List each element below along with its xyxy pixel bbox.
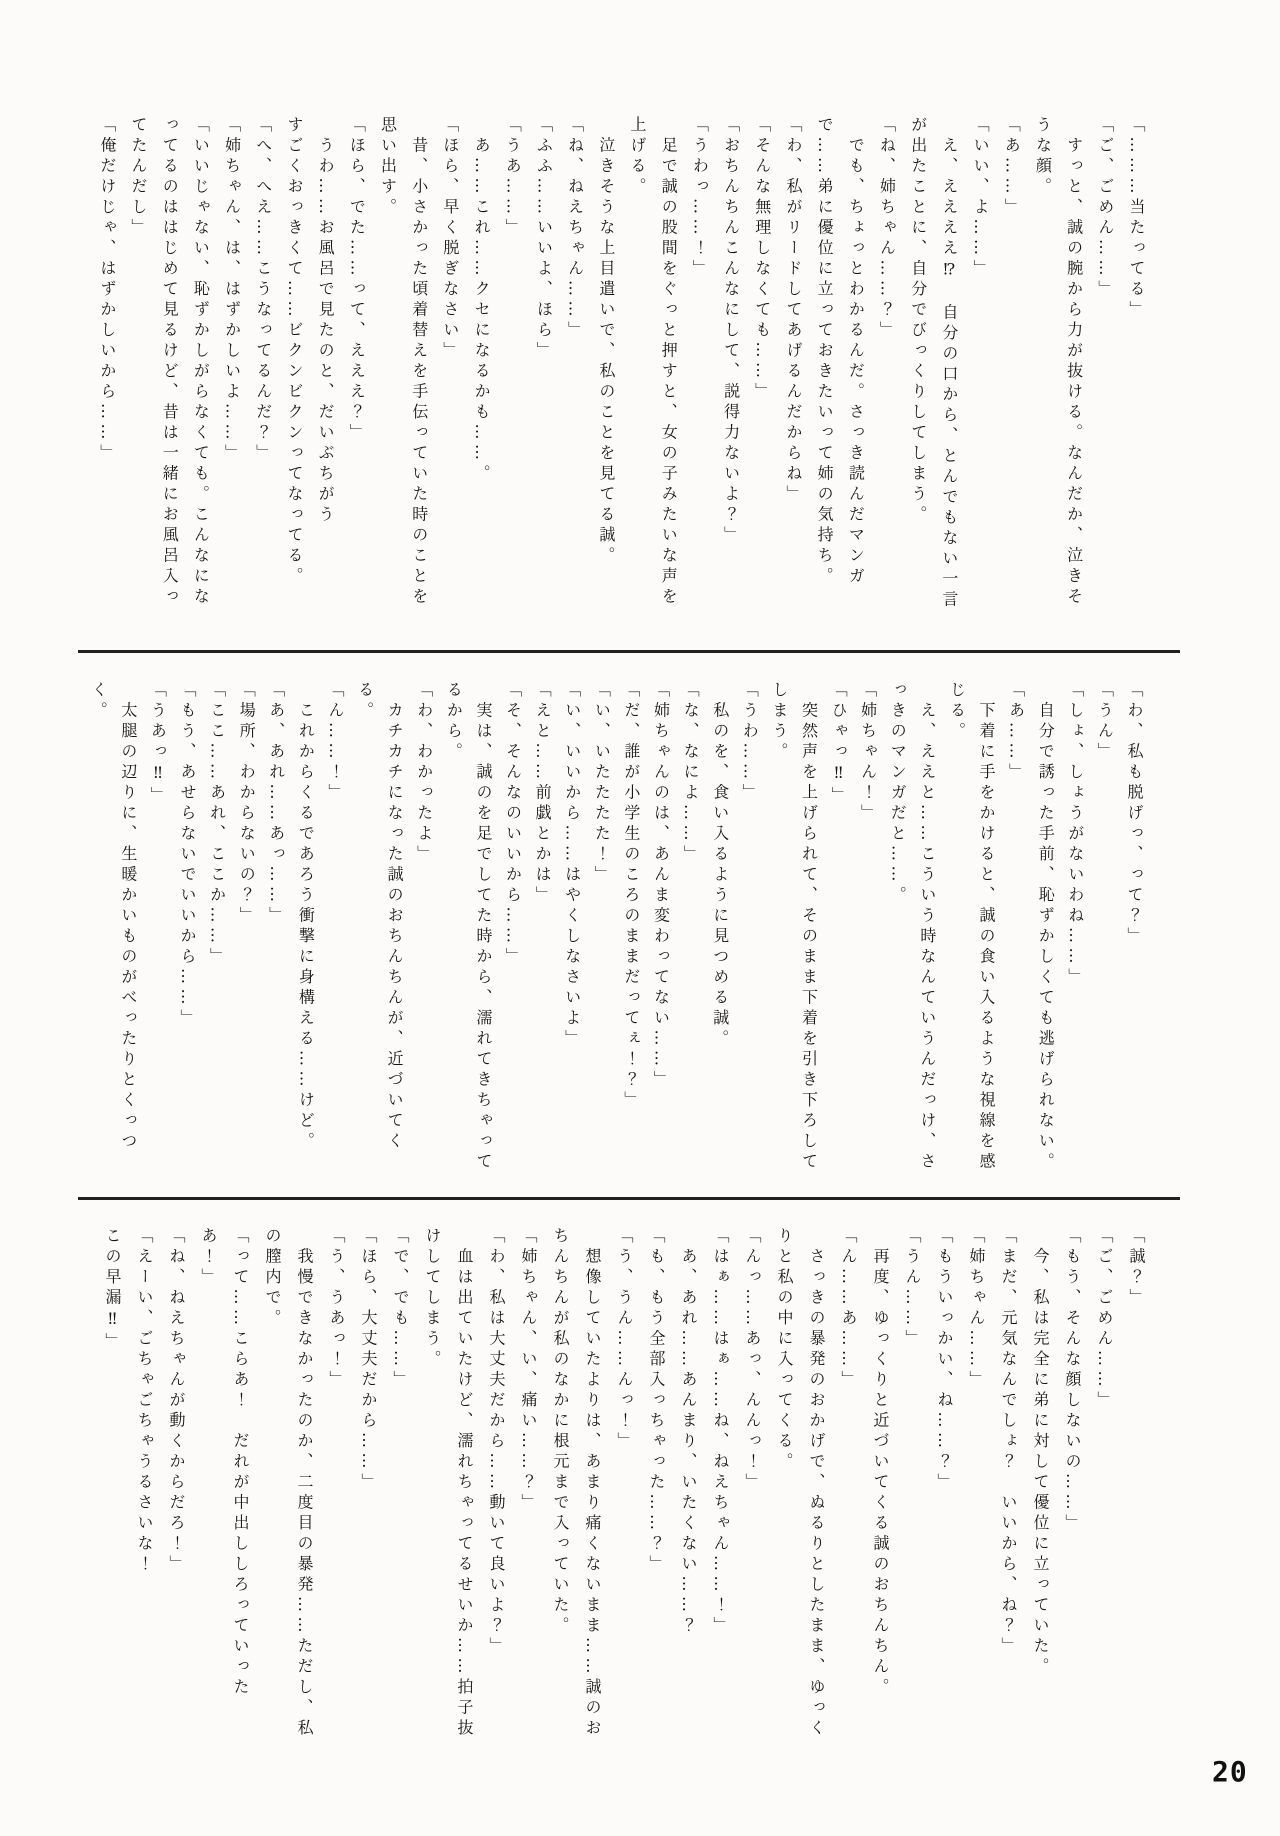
paragraph-line: 「姉ちゃん！」 (858, 681, 878, 825)
paragraph-line: 「い、いたたたた！」 (592, 681, 612, 886)
paragraph-line: 「も、もう全部入っちゃった……？」 (647, 1227, 666, 1576)
paragraph-line: 「ほら、大丈夫だから……」 (359, 1227, 378, 1494)
paragraph-line: 突然声を上げられて、そのまま下着を引き下ろしてしまう。 (769, 681, 819, 1173)
paragraph-line: 再度、ゆっくりと近づいてくる誠のおちんちん。 (871, 1227, 890, 1699)
paragraph-line: 「ひゃっ‼」 (829, 681, 849, 807)
paragraph-line: 「う、うあっ！」 (327, 1227, 346, 1391)
paragraph-line: 「ご、ごめん……」 (1095, 116, 1115, 301)
paragraph-line: 「姉ちゃん、い、痛い……？」 (519, 1227, 538, 1514)
paragraph-line: うわ……お風呂で見たのと、だいぶちがう (316, 116, 336, 526)
paragraph-line: 「ね、ねえちゃん……」 (565, 116, 585, 342)
paragraph-line: 「まだ、元気なんでしょ？ いいから、ね？」 (999, 1227, 1018, 1658)
paragraph-line: 「ご、ごめん……」 (1095, 1227, 1114, 1412)
paragraph-line: 「ふふ……いいよ、ほら」 (534, 116, 554, 362)
paragraph-line: あ……これ……クセになるかも……。 (472, 116, 492, 485)
text-section-top (92, 116, 1152, 622)
text-section-bottom (96, 1227, 1152, 1751)
paragraph-line: 「そ、そんなのいいから……」 (503, 681, 523, 968)
paragraph-line: 「いい、よ……」 (971, 116, 991, 280)
text-section-middle (84, 681, 1149, 1173)
paragraph-line: え、ええええ⁉ 自分の口から、とんでもない一言が出たことに、自分でびっくりしてしまう。 (908, 116, 959, 611)
paragraph-line: 「わ、私も脱げっ、って？」 (1125, 681, 1144, 948)
paragraph-line: 「うん……」 (903, 1227, 922, 1350)
paragraph-line: 自分で誘った手前、恥ずかしくても逃げられない。 (1036, 681, 1056, 1173)
paragraph-line: 今、私は完全に弟に対して優位に立っていた。 (1031, 1227, 1050, 1678)
paragraph-line: 「もう、あせらないでいいから……」 (178, 681, 197, 1030)
paragraph-line: でも、ちょっとわかるんだ。さっき読んだマンガで……弟に優位に立っておきたいって姉の気持ち。 (815, 116, 866, 588)
paragraph-line: 「ここ……あれ、ここか……」 (207, 681, 227, 968)
paragraph-line: 「わ、わかったよ」 (414, 681, 434, 866)
paragraph-line: 「うん」 (1095, 681, 1115, 763)
page-number: 20 (1212, 1755, 1248, 1788)
paragraph-line: 「はぁ……はぁ……ね、ねえちゃん……！」 (711, 1227, 730, 1637)
paragraph-line: すごくおっきくて……ビクンビクンってなってる。 (284, 116, 304, 588)
paragraph-line: この早漏‼」 (103, 1227, 122, 1353)
paragraph-line: 「うあ……」 (503, 116, 523, 239)
paragraph-line: 「ね、ねえちゃんが動くからだろ！」 (167, 1227, 186, 1576)
paragraph-line: さっきの暴発のおかげで、ぬるりとしたまま、ゆっくりと私の中に入ってくる。 (775, 1227, 826, 1740)
paragraph-line: カチカチになった誠のおちんちんが、近づいてくる。 (355, 681, 405, 1153)
paragraph-line: これからくるであろう衝撃に身構える……けど。 (296, 681, 316, 1153)
paragraph-line: あ、あれ……あんまり、いたくない……？ (679, 1227, 698, 1637)
paragraph-line: 我慢できなかったのか、二度目の暴発……ただし、私の膣内で。 (263, 1227, 314, 1740)
paragraph-line: 「わ、私は大丈夫だから……動いて良いよ？」 (487, 1227, 506, 1658)
paragraph-line: 実は、誠のを足でしてた時から、濡れてきちゃってるから。 (444, 681, 493, 1173)
paragraph-line: 「………当たってる」 (1127, 116, 1146, 321)
paragraph-line: 「もういっかい、ね……？」 (935, 1227, 954, 1494)
paragraph-line: 想像していたよりは、あまり痛くないまま……誠のおちんちんが私のなかに根元まで入っていた。 (551, 1227, 602, 1740)
paragraph-line: 「うあっ‼」 (148, 681, 168, 807)
paragraph-line: 「えと……前戯とかは」 (533, 681, 553, 907)
paragraph-line: 「そんな無理しなくても……」 (752, 116, 772, 403)
paragraph-line: 血は出ていたけど、濡れちゃってるせいか……拍子抜けしてしまう。 (423, 1227, 474, 1740)
paragraph-line: 「あ……」 (1006, 681, 1026, 784)
paragraph-line: 「姉ちゃん、は、はずかしいよ……」 (222, 116, 242, 465)
paragraph-line: 「あ……」 (1002, 116, 1022, 219)
paragraph-line: 「へ、へえ……こうなってるんだ？」 (253, 116, 273, 465)
paragraph-line: 「い、いいから……はやくしなさいよ」 (562, 681, 582, 1050)
paragraph-line: すっと、誠の腕から力が抜ける。なんだか、泣きそうな顔。 (1033, 116, 1084, 608)
paragraph-line: 「んっ……あっ、んんっ！」 (743, 1227, 762, 1494)
paragraph-line: 「俺だけじゃ、はずかしいから……」 (97, 116, 117, 465)
paragraph-line: 「うわ……」 (740, 681, 760, 804)
paragraph-line: 「ん……！」 (325, 681, 345, 804)
paragraph-line: 「姉ちゃんのは、あんま変わってない……」 (651, 681, 671, 1091)
paragraph-line: 「ね、姉ちゃん……？」 (877, 116, 897, 342)
paragraph-line: 「ん……あ……」 (839, 1227, 858, 1391)
section-divider-2 (78, 1197, 1180, 1200)
paragraph-line: 「って……こらあ！ だれが中出ししろっていったあ！」 (199, 1227, 250, 1699)
paragraph-line: 「な、なによ……」 (681, 681, 701, 866)
paragraph-line: 足で誠の股間をぐっと押すと、女の子みたいな声を上げる。 (628, 116, 679, 608)
section-divider-1 (78, 650, 1180, 653)
paragraph-line: 「う、うん……んっ！」 (615, 1227, 634, 1453)
paragraph-line: 昔、小さかった頃着替えを手伝っていた時のことを思い出す。 (378, 116, 429, 608)
paragraph-line: 「もう、そんな顔しないの……」 (1063, 1227, 1082, 1535)
paragraph-line: 太腿の辺りに、生暖かいものがべったりとくっつく。 (89, 681, 138, 1153)
paragraph-line: 「おちんちんこんなにして、説得力ないよ？」 (721, 116, 741, 547)
paragraph-line: 「場所、わからないの？」 (237, 681, 257, 927)
paragraph-line: 「で、でも……」 (391, 1227, 410, 1391)
paragraph-line: 「いいじゃない、恥ずかしがらなくても。こんなになってるのははじめて見るけど、昔は一緒にお風呂入ってたんだし」 (129, 116, 211, 608)
paragraph-line: 下着に手をかけると、誠の食い入るような視線を感じる。 (947, 681, 997, 1173)
paragraph-line: 泣きそうな上目遣いで、私のことを見てる誠。 (596, 116, 616, 567)
paragraph-line: 「だ、誰が小学生のころのままだってぇ！？」 (621, 681, 641, 1112)
paragraph-line: 「わ、私がリードしてあげるんだからね」 (783, 116, 803, 506)
paragraph-line: 「うわっ……！」 (690, 116, 710, 280)
paragraph-line: 「えーい、ごちゃごちゃうるさいな！ (135, 1227, 154, 1576)
paragraph-line: 「ほら、でた……って、えええ？」 (347, 116, 367, 444)
paragraph-line: 「しょ、しょうがないわね……」 (1065, 681, 1085, 989)
paragraph-line: 私のを、食い入るように見つめる誠。 (710, 681, 730, 1050)
paragraph-line: 「誠？」 (1127, 1227, 1146, 1309)
paragraph-line: え、ええと……こういう時なんていうんだっけ、さっきのマンガだと……。 (888, 681, 937, 1173)
paragraph-line: 「あ、あれ……あっ……」 (266, 681, 286, 927)
paragraph-line: 「ほら、早く脱ぎなさい」 (440, 116, 460, 362)
paragraph-line: 「姉ちゃん……」 (967, 1227, 986, 1391)
